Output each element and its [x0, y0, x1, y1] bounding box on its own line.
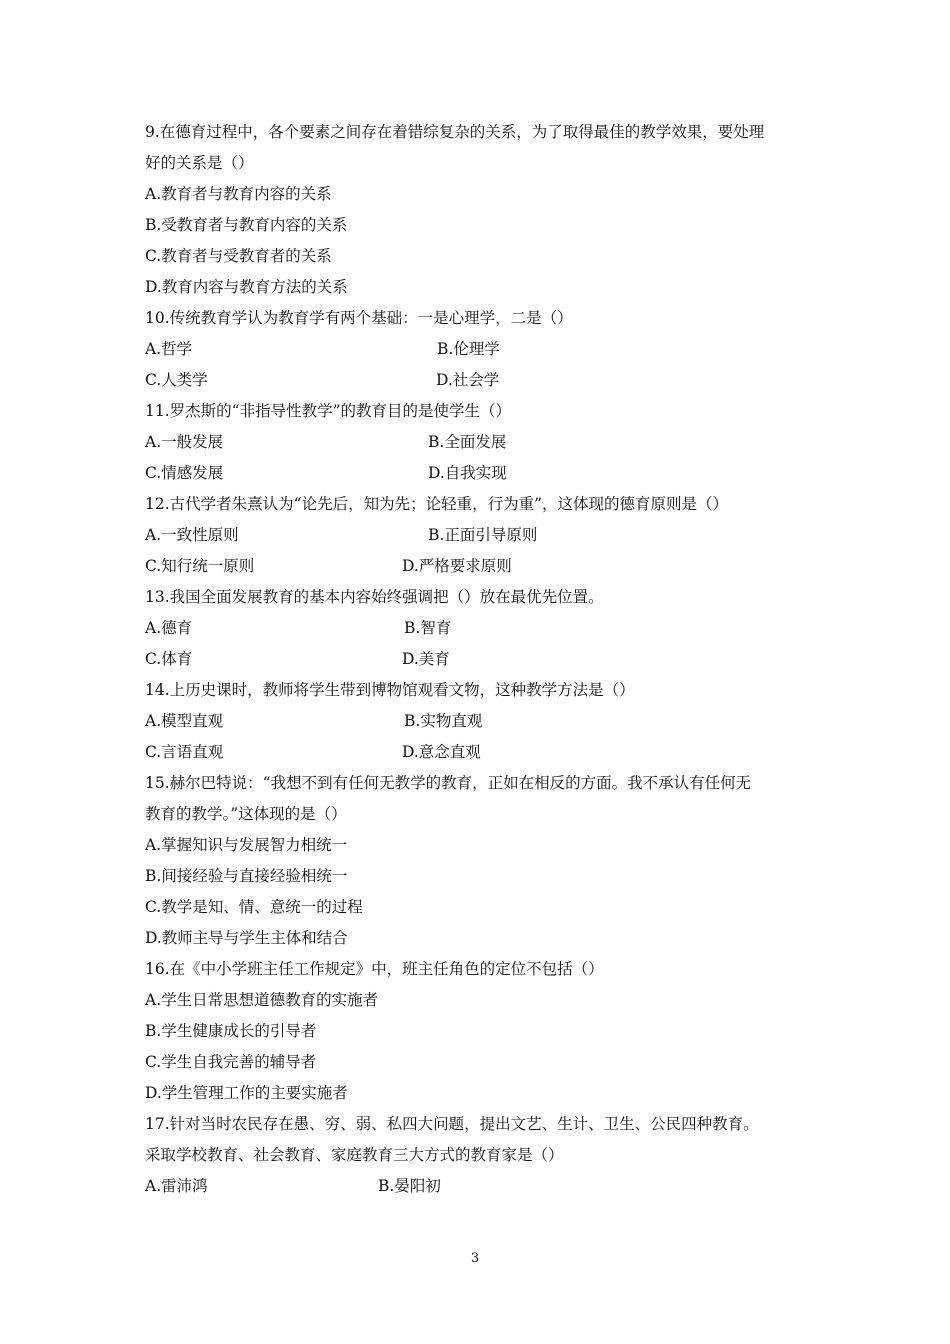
option-d: D.教师主导与学生主体和结合	[145, 929, 348, 947]
page-number: 3	[470, 1251, 480, 1266]
option-c: C.体育	[145, 650, 193, 668]
option-b: B.间接经验与直接经验相统一	[145, 867, 348, 885]
option-row	[145, 427, 815, 458]
option-b: B.受教育者与教育内容的关系	[145, 216, 348, 234]
option-c: C.学生自我完善的辅导者	[145, 1053, 317, 1071]
option-a: A.雷沛鸿	[145, 1177, 208, 1195]
question-stem: 9.在德育过程中，各个要素之间存在着错综复杂的关系，为了取得最佳的教学效果，要处理	[145, 123, 765, 141]
option-d: D.严格要求原则	[402, 557, 512, 575]
option-b: B.学生健康成长的引导者	[145, 1022, 317, 1040]
option-a: A.德育	[145, 619, 193, 637]
option-row	[145, 520, 815, 551]
question-list	[145, 117, 815, 1202]
question-stem: 10.传统教育学认为教育学有两个基础：一是心理学，二是（）	[145, 309, 573, 327]
option-c: C.言语直观	[145, 743, 224, 761]
question-stem-continued: 采取学校教育、社会教育、家庭教育三大方式的教育家是（）	[145, 1146, 564, 1164]
option-b: B.全面发展	[428, 433, 507, 451]
option-row	[145, 334, 815, 365]
option-c: C.知行统一原则	[145, 557, 255, 575]
option-row	[145, 458, 815, 489]
option-row	[145, 613, 815, 644]
option-d: D.美育	[402, 650, 450, 668]
option-a: A.哲学	[145, 340, 193, 358]
question-stem: 12.古代学者朱熹认为“论先后，知为先；论轻重，行为重”，这体现的德育原则是（）	[145, 495, 729, 513]
option-b: B.智育	[404, 619, 452, 637]
option-row	[145, 644, 815, 675]
option-c: C.人类学	[145, 371, 208, 389]
option-c: C.教育者与受教育者的关系	[145, 247, 332, 265]
question-stem: 14.上历史课时，教师将学生带到博物馆观看文物，这种教学方法是（）	[145, 681, 635, 699]
option-a: A.教育者与教育内容的关系	[145, 185, 332, 203]
option-b: B.晏阳初	[378, 1177, 441, 1195]
option-b: B.实物直观	[404, 712, 483, 730]
question-stem: 13.我国全面发展教育的基本内容始终强调把（）放在最优先位置。	[145, 588, 604, 606]
option-row	[145, 737, 815, 768]
option-row	[145, 1171, 815, 1202]
option-d: D.自我实现	[428, 464, 507, 482]
option-d: D.教育内容与教育方法的关系	[145, 278, 348, 296]
option-row	[145, 706, 815, 737]
option-a: A.掌握知识与发展智力相统一	[145, 836, 348, 854]
question-stem: 16.在《中小学班主任工作规定》中，班主任角色的定位不包括（）	[145, 960, 604, 978]
option-a: A.学生日常思想道德教育的实施者	[145, 991, 379, 1009]
option-b: B.伦理学	[437, 340, 500, 358]
option-a: A.一致性原则	[145, 526, 239, 544]
option-d: D.意念直观	[402, 743, 481, 761]
question-stem: 17.针对当时农民存在愚、穷、弱、私四大问题，提出文艺、生计、卫生、公民四种教育。	[145, 1115, 759, 1133]
option-b: B.正面引导原则	[428, 526, 538, 544]
option-a: A.模型直观	[145, 712, 224, 730]
question-stem: 11.罗杰斯的“非指导性教学”的教育目的是使学生（）	[145, 402, 511, 420]
option-c: C.教学是知、情、意统一的过程	[145, 898, 363, 916]
option-row	[145, 365, 815, 396]
option-c: C.情感发展	[145, 464, 224, 482]
option-d: D.社会学	[436, 371, 500, 389]
option-d: D.学生管理工作的主要实施者	[145, 1084, 348, 1102]
question-stem: 15.赫尔巴特说：“我想不到有任何无教学的教育，正如在相反的方面。我不承认有任何无	[145, 774, 752, 792]
question-stem-continued: 好的关系是（）	[145, 154, 254, 172]
option-a: A.一般发展	[145, 433, 224, 451]
option-row	[145, 551, 815, 582]
question-stem-continued: 教育的教学。”这体现的是（）	[145, 805, 347, 823]
